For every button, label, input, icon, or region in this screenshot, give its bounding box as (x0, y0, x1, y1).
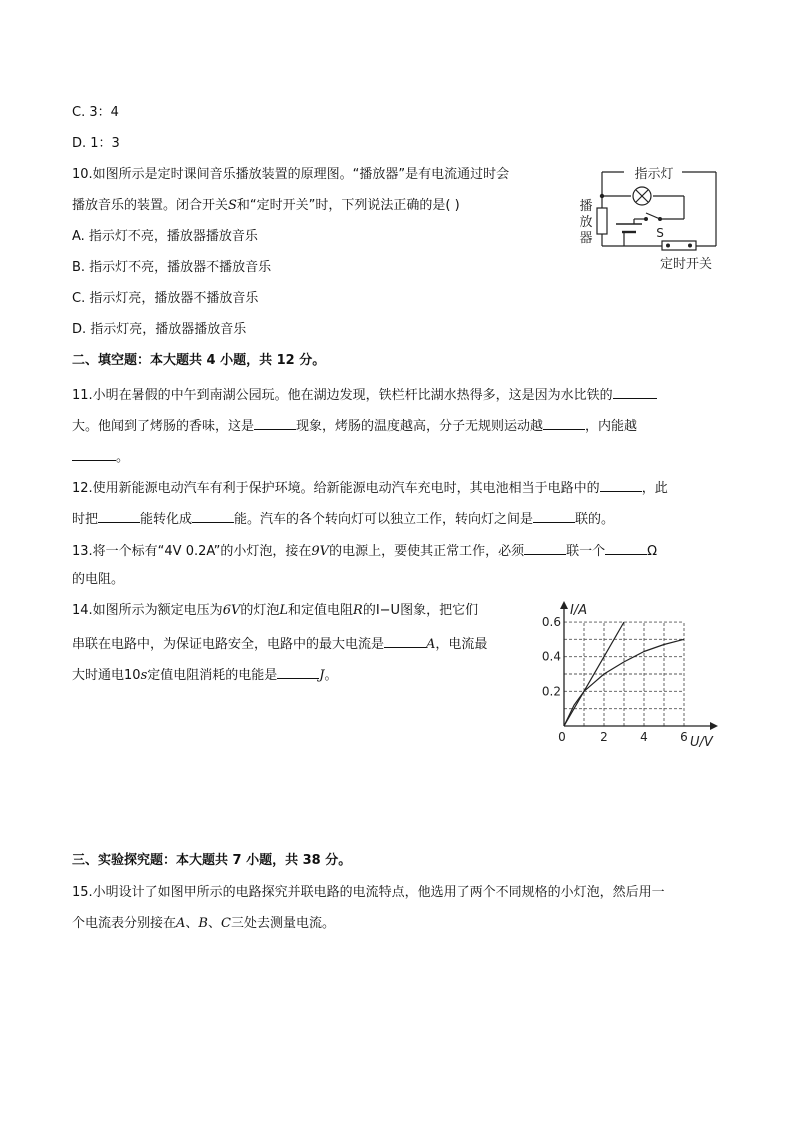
x-tick-label: 6 (680, 730, 688, 744)
q9-option-c: C. 3：4 (72, 105, 119, 120)
section-3-heading: 三、实验探究题：本大题共 7 小题，共 38 分。 (72, 853, 352, 868)
q14-blank-2 (277, 664, 319, 679)
y-tick-label: 0.2 (541, 684, 561, 699)
q12-blank-3 (192, 508, 234, 523)
q11-line1: 11.小明在暑假的中午到南湖公园玩。他在湖边发现，铁栏杆比湖水热得多，这是因为水比铁的 (72, 384, 657, 405)
q13-line1: 13.将一个标有“4V 0.2A”的小灯泡，接在9V的电源上，要使其正常工作，必须 联一个 Ω (72, 540, 657, 561)
q11-blank-1 (613, 384, 657, 399)
q14-blank-1 (384, 633, 426, 648)
q14-line1: 14.如图所示为额定电压为6V的灯泡L和定值电阻R的I−U图象，把它们 (72, 603, 479, 618)
q10-option-c: C. 指示灯亮，播放器不播放音乐 (72, 291, 259, 306)
x-axis-arrow (710, 722, 718, 730)
q9-option-d: D. 1：3 (72, 136, 120, 151)
q13-blank-1 (524, 540, 566, 555)
chart-grid (564, 622, 684, 726)
q11-blank-4 (72, 446, 116, 461)
q11-line3: 。 (72, 446, 129, 467)
x-tick-label: 2 (600, 730, 608, 744)
q13-blank-2 (605, 540, 647, 555)
player-label-char-3: 器 (579, 231, 593, 246)
q10-circuit-diagram (574, 164, 724, 272)
q12-blank-4 (533, 508, 575, 523)
y-axis-label: I/A (570, 603, 588, 618)
q14-iu-chart (530, 598, 730, 753)
q12-line2: 时把 能转化成 能。汽车的各个转向灯可以独立工作，转向灯之间是 联的。 (72, 508, 614, 529)
q11-line2: 大。他闻到了烤肠的香味，这是 现象，烤肠的温度越高，分子无规则运动越 ，内能越 (72, 415, 637, 436)
y-tick-label: 0.6 (541, 615, 561, 630)
series-line-2 (564, 639, 684, 726)
q10-option-a: A. 指示灯不亮，播放器播放音乐 (72, 229, 258, 244)
x-tick-label: 4 (640, 730, 648, 744)
q12-blank-1 (600, 477, 642, 492)
y-tick-label: 0.4 (541, 649, 561, 664)
x-axis-label: U/V (690, 735, 713, 750)
q10-stem-line1: 10.如图所示是定时课间音乐播放装置的原理图。“播放器”是有电流通过时会 (72, 167, 510, 182)
switch-s-label: S (656, 226, 664, 240)
q10-option-d: D. 指示灯亮，播放器播放音乐 (72, 322, 247, 337)
q12-line1: 12.使用新能源电动汽车有利于保护环境。给新能源电动汽车充电时，其电池相当于电路中的 ，此 (72, 477, 668, 498)
section-2-heading: 二、填空题：本大题共 4 小题，共 12 分。 (72, 353, 326, 368)
q11-blank-3 (543, 415, 585, 430)
q10-stem-line2: 播放音乐的装置。闭合开关S和“定时开关”时，下列说法正确的是( ) (72, 198, 460, 213)
timer-switch-label: 定时开关 (659, 257, 713, 272)
y-axis-arrow (560, 601, 568, 609)
q11-blank-2 (254, 415, 296, 430)
q15-line1: 15.小明设计了如图甲所示的电路探究并联电路的电流特点，他选用了两个不同规格的小灯泡，然后用一 (72, 885, 665, 900)
q12-blank-2 (98, 508, 140, 523)
q14-line2: 串联在电路中，为保证电路安全，电路中的最大电流是 A，电流最 (72, 633, 487, 654)
q15-line2: 个电流表分别接在A、B、C三处去测量电流。 (72, 916, 335, 931)
lamp-label: 指示灯 (634, 167, 674, 182)
q13-line2: 的电阻。 (72, 572, 125, 587)
q14-line3: 大时通电10s定值电阻消耗的电能是 J。 (72, 664, 337, 685)
q10-option-b: B. 指示灯不亮，播放器不播放音乐 (72, 260, 272, 275)
x-tick-label: 0 (558, 730, 566, 744)
player-label-char-2: 放 (579, 215, 593, 230)
player-label-char-1: 播 (579, 199, 593, 214)
